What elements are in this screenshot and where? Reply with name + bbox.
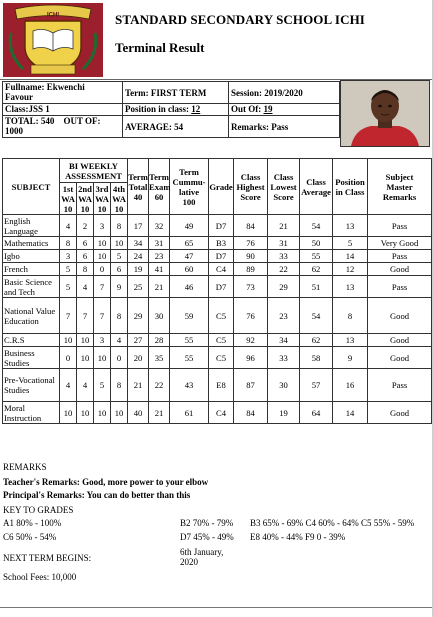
wa4-cell: 0 [111, 347, 128, 369]
total-cell: 24 [128, 250, 149, 263]
wa3-header: 3rd WA 10 [95, 183, 109, 214]
grade-cell: C5 [209, 298, 234, 334]
subject-cell: Moral Instruction [3, 402, 60, 424]
grade-cell: D7 [209, 215, 234, 237]
total-cell: 40 [128, 402, 149, 424]
cum-cell: 55 [170, 334, 209, 347]
student-photo [340, 80, 430, 147]
wa2-header: 2nd WA 10 [78, 183, 92, 214]
position-cell: Position in class: 12 [123, 104, 229, 116]
footer-divider [0, 607, 434, 608]
class-highest-header: Class Highest Score [234, 159, 268, 215]
wa1-cell: 3 [60, 250, 77, 263]
pos-cell: 14 [333, 250, 368, 263]
subject-cell: Mathematics [3, 237, 60, 250]
avg-cell: 51 [300, 276, 333, 298]
low-cell: 30 [268, 369, 300, 402]
grades-table [2, 158, 432, 424]
total-cell: 19 [128, 263, 149, 276]
wa2-cell: 6 [77, 237, 94, 250]
wa1-cell: 10 [60, 334, 77, 347]
wa2-cell: 8 [77, 263, 94, 276]
wa3-cell: 5 [94, 369, 111, 402]
high-cell: 90 [234, 250, 268, 263]
cum-cell: 43 [170, 369, 209, 402]
pos-cell: 13 [333, 334, 368, 347]
avg-cell: 54 [300, 298, 333, 334]
subject-cell: Business Studies [3, 347, 60, 369]
low-cell: 29 [268, 276, 300, 298]
high-cell: 76 [234, 237, 268, 250]
total-cell: TOTAL: 540 OUT OF: 1000 [3, 116, 123, 138]
fullname-cell: Fullname: Ekwenchi Favour [3, 82, 123, 104]
subject-header: SUBJECT [3, 159, 60, 215]
wa1-cell: 5 [60, 276, 77, 298]
remark-cell: Good [368, 263, 432, 276]
wa4-cell: 6 [111, 263, 128, 276]
low-cell: 31 [268, 237, 300, 250]
avg-cell: 58 [300, 347, 333, 369]
total-cell: 20 [128, 347, 149, 369]
term-exam-header: Term Exam 60 [149, 159, 170, 215]
cum-cell: 46 [170, 276, 209, 298]
wa2-cell: 7 [77, 298, 94, 334]
high-cell: 96 [234, 347, 268, 369]
table-row [3, 215, 432, 237]
low-cell: 33 [268, 250, 300, 263]
class-average-header: Class Average [300, 159, 333, 215]
subject-cell: National Value Education [3, 298, 60, 334]
remark-cell: Good [368, 334, 432, 347]
wa3-cell: 10 [94, 250, 111, 263]
remark-cell: Good [368, 347, 432, 369]
cum-cell: 47 [170, 250, 209, 263]
wa1-cell: 10 [60, 402, 77, 424]
table-row [3, 276, 432, 298]
grade-cell: C4 [209, 263, 234, 276]
session-cell: Session: 2019/2020 [229, 82, 340, 104]
high-cell: 84 [234, 402, 268, 424]
exam-cell: 22 [149, 369, 170, 402]
pos-cell: 5 [333, 237, 368, 250]
high-cell: 92 [234, 334, 268, 347]
subject-cell: English Language [3, 215, 60, 237]
cum-cell: 61 [170, 402, 209, 424]
total-cell: 34 [128, 237, 149, 250]
key-heading: KEY TO GRADES [3, 505, 74, 515]
low-cell: 34 [268, 334, 300, 347]
grade-cell: B3 [209, 237, 234, 250]
pos-cell: 16 [333, 369, 368, 402]
wa4-header: 4th WA 10 [112, 183, 126, 214]
grade-rows [3, 215, 432, 424]
wa2-cell: 10 [77, 347, 94, 369]
grade-cell: C5 [209, 347, 234, 369]
grade-header: Grade [209, 159, 234, 215]
cum-cell: 49 [170, 215, 209, 237]
cum-cell: 59 [170, 298, 209, 334]
table-row [3, 263, 432, 276]
remark-cell: Pass [368, 276, 432, 298]
exam-cell: 28 [149, 334, 170, 347]
wa4-cell: 4 [111, 334, 128, 347]
overall-remarks-cell: Remarks: Pass [229, 116, 340, 138]
grade-cell: D7 [209, 276, 234, 298]
exam-cell: 21 [149, 402, 170, 424]
table-row [3, 237, 432, 250]
grade-cell: E8 [209, 369, 234, 402]
total-cell: 21 [128, 369, 149, 402]
high-cell: 87 [234, 369, 268, 402]
subject-cell: C.R.S [3, 334, 60, 347]
wa1-cell: 0 [60, 347, 77, 369]
wa2-cell: 4 [77, 369, 94, 402]
next-term-label: NEXT TERM BEGINS: [3, 553, 92, 563]
avg-cell: 54 [300, 215, 333, 237]
low-cell: 22 [268, 263, 300, 276]
total-cell: 17 [128, 215, 149, 237]
remark-cell: Good [368, 298, 432, 334]
subject-cell: Pre-Vocational Studies [3, 369, 60, 402]
term-cell: Term: FIRST TERM [123, 82, 229, 104]
student-info-table [2, 81, 340, 138]
position-header: Position in Class [333, 159, 368, 215]
cum-cell: 65 [170, 237, 209, 250]
total-cell: 25 [128, 276, 149, 298]
exam-cell: 21 [149, 276, 170, 298]
avg-cell: 64 [300, 402, 333, 424]
wa4-cell: 10 [111, 402, 128, 424]
wa1-header: 1st WA 10 [61, 183, 75, 214]
wa3-cell: 3 [94, 334, 111, 347]
table-row [3, 250, 432, 263]
remark-cell: Pass [368, 369, 432, 402]
class-cell: Class:JSS 1 [3, 104, 123, 116]
exam-cell: 30 [149, 298, 170, 334]
pos-cell: 12 [333, 263, 368, 276]
average-cell: AVERAGE: 54 [123, 116, 229, 138]
wa1-cell: 8 [60, 237, 77, 250]
low-cell: 33 [268, 347, 300, 369]
remarks-heading: REMARKS [3, 462, 47, 472]
grade-cell: C5 [209, 334, 234, 347]
next-term-date: 6th January, 2020 [180, 547, 224, 567]
bi-weekly-header: BI WEEKLY ASSESSMENT [60, 159, 128, 183]
key-a1: A1 80% - 100% [3, 518, 62, 528]
grade-cell: C4 [209, 402, 234, 424]
table-row [3, 334, 432, 347]
out-of-cell: Out Of: 19 [229, 104, 340, 116]
key-b2: B2 70% - 79% [180, 518, 234, 528]
wa4-cell: 8 [111, 215, 128, 237]
remark-cell: Good [368, 402, 432, 424]
avg-cell: 50 [300, 237, 333, 250]
high-cell: 89 [234, 263, 268, 276]
wa1-cell: 4 [60, 369, 77, 402]
subject-cell: Basic Science and Tech [3, 276, 60, 298]
total-cell: 29 [128, 298, 149, 334]
pos-cell: 8 [333, 298, 368, 334]
wa4-cell: 8 [111, 369, 128, 402]
document-title: Terminal Result [115, 40, 205, 55]
svg-text:ICHI: ICHI [47, 12, 59, 19]
exam-cell: 23 [149, 250, 170, 263]
low-cell: 21 [268, 215, 300, 237]
principal-remarks: Principal's Remarks: You can do better than this [3, 490, 191, 500]
exam-cell: 32 [149, 215, 170, 237]
remark-cell: Pass [368, 215, 432, 237]
master-remarks-header: Subject Master Remarks [368, 159, 432, 215]
cumulative-header: Term Cummu- lative 100 [170, 159, 209, 215]
key-d7: D7 45% - 49% [180, 532, 234, 542]
wa2-cell: 2 [77, 215, 94, 237]
school-fees: School Fees: 10,000 [3, 572, 77, 582]
low-cell: 19 [268, 402, 300, 424]
term-total-header: Term Total 40 [128, 159, 149, 215]
wa3-cell: 10 [94, 402, 111, 424]
cum-cell: 55 [170, 347, 209, 369]
avg-cell: 62 [300, 334, 333, 347]
table-row [3, 298, 432, 334]
wa2-cell: 4 [77, 276, 94, 298]
pos-cell: 14 [333, 402, 368, 424]
avg-cell: 57 [300, 369, 333, 402]
subject-cell: Igbo [3, 250, 60, 263]
total-cell: 27 [128, 334, 149, 347]
wa3-cell: 0 [94, 263, 111, 276]
wa3-cell: 7 [94, 298, 111, 334]
wa3-cell: 7 [94, 276, 111, 298]
wa1-cell: 5 [60, 263, 77, 276]
grade-cell: D7 [209, 250, 234, 263]
low-cell: 23 [268, 298, 300, 334]
key-e8-f9: E8 40% - 44% F9 0 - 39% [250, 532, 346, 542]
wa1-cell: 7 [60, 298, 77, 334]
avg-cell: 55 [300, 250, 333, 263]
table-row [3, 369, 432, 402]
wa1-cell: 4 [60, 215, 77, 237]
table-row [3, 347, 432, 369]
remark-cell: Pass [368, 250, 432, 263]
pos-cell: 13 [333, 276, 368, 298]
wa3-cell: 10 [94, 347, 111, 369]
pos-cell: 9 [333, 347, 368, 369]
wa3-cell: 10 [94, 237, 111, 250]
wa4-cell: 5 [111, 250, 128, 263]
wa4-cell: 8 [111, 298, 128, 334]
high-cell: 76 [234, 298, 268, 334]
school-name: STANDARD SECONDARY SCHOOL ICHI [115, 12, 365, 27]
wa2-cell: 6 [77, 250, 94, 263]
wa2-cell: 10 [77, 402, 94, 424]
key-c6: C6 50% - 54% [3, 532, 57, 542]
avg-cell: 62 [300, 263, 333, 276]
table-row [3, 402, 432, 424]
cum-cell: 60 [170, 263, 209, 276]
pos-cell: 13 [333, 215, 368, 237]
class-lowest-header: Class Lowest Score [268, 159, 300, 215]
wa3-cell: 3 [94, 215, 111, 237]
exam-cell: 41 [149, 263, 170, 276]
school-crest-logo [3, 3, 103, 77]
exam-cell: 35 [149, 347, 170, 369]
high-cell: 73 [234, 276, 268, 298]
remark-cell: Very Good [368, 237, 432, 250]
subject-cell: French [3, 263, 60, 276]
key-b3-c5: B3 65% - 69% C4 60% - 64% C5 55% - 59% [250, 518, 415, 528]
wa4-cell: 9 [111, 276, 128, 298]
high-cell: 84 [234, 215, 268, 237]
exam-cell: 31 [149, 237, 170, 250]
wa4-cell: 10 [111, 237, 128, 250]
teacher-remarks: Teacher's Remarks: Good, more power to your elbow [3, 477, 209, 487]
wa2-cell: 10 [77, 334, 94, 347]
